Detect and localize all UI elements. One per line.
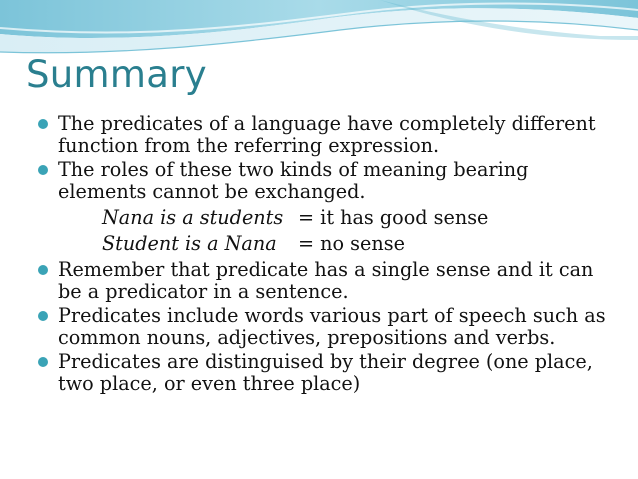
example-row <box>38 231 618 256</box>
bullet-item <box>38 351 618 394</box>
bullet-text: The roles of these two kinds of meaning bearing elements cannot be exchanged. <box>58 158 529 203</box>
bullet-text: Remember that predicate has a single sense and it can be a predicator in a sentence. <box>58 258 594 303</box>
example-row <box>38 205 618 230</box>
bullet-item <box>38 113 618 156</box>
bullet-item <box>38 305 618 348</box>
bullet-icon <box>38 165 48 175</box>
bullet-icon <box>38 311 48 321</box>
bullet-text: The predicates of a language have completely different function from the referring expression. <box>58 112 596 157</box>
example-phrase: Nana is a students <box>102 206 284 229</box>
bullet-icon <box>38 119 48 129</box>
bullet-list <box>38 113 618 397</box>
bullet-icon <box>38 357 48 367</box>
bullet-item <box>38 259 618 302</box>
example-verdict: = it has good sense <box>298 206 489 229</box>
bullet-item <box>38 159 618 202</box>
bullet-text: Predicates include words various part of speech such as common nouns, adjectives, prepositions and verbs. <box>58 304 606 349</box>
bullet-icon <box>38 265 48 275</box>
slide-title: Summary <box>26 53 207 96</box>
example-verdict: = no sense <box>298 232 405 255</box>
example-phrase: Student is a Nana <box>102 232 277 255</box>
bullet-text: Predicates are distinguised by their degree (one place, two place, or even three place) <box>58 350 593 395</box>
